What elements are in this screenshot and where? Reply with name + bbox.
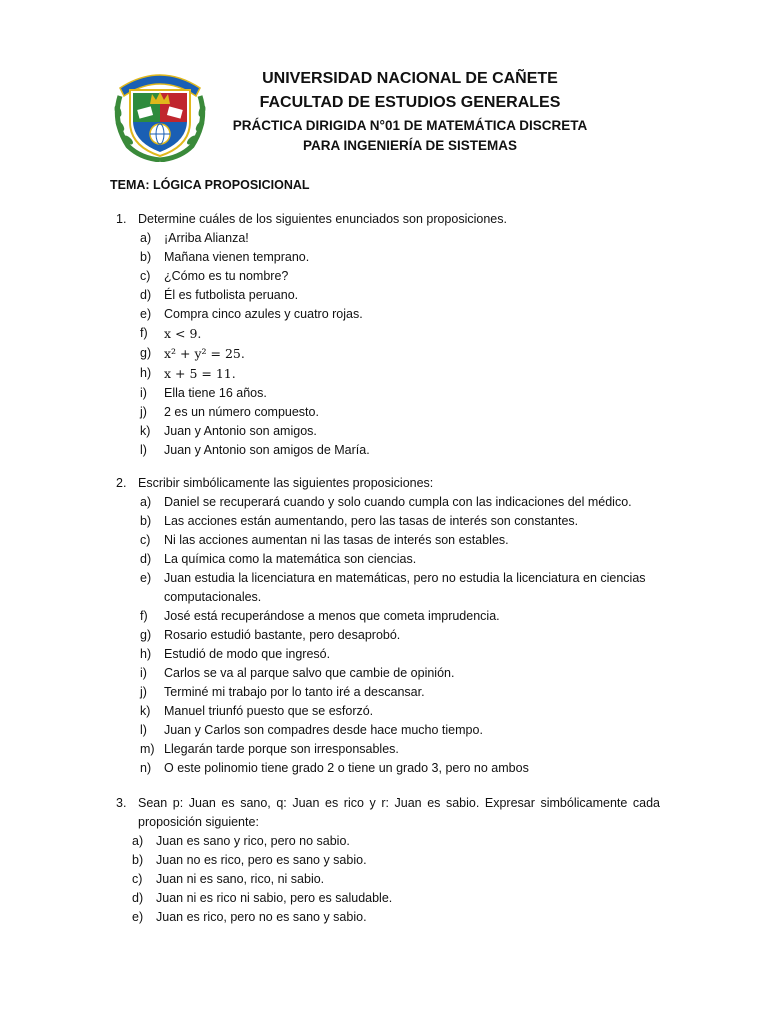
list-item [110, 286, 660, 305]
item-math-text: x² + y² = 25. [164, 346, 245, 361]
list-item [110, 422, 660, 441]
list-item [110, 512, 660, 531]
item-text: ¡Arriba Alianza! [164, 231, 249, 245]
item-label: m) [140, 742, 155, 756]
item-label: c) [132, 872, 143, 886]
item-text: Juan y Antonio son amigos de María. [164, 443, 370, 457]
list-item [110, 569, 660, 607]
list-item [110, 870, 660, 889]
list-item [110, 683, 660, 702]
program-title: PARA INGENIERÍA DE SISTEMAS [302, 138, 518, 153]
item-text: Ella tiene 16 años. [164, 386, 267, 400]
list-item [110, 229, 660, 248]
list-item [110, 740, 660, 759]
item-text: Juan no es rico, pero es sano y sabio. [156, 853, 367, 867]
item-label: h) [140, 647, 152, 661]
item-text: Las acciones están aumentando, pero las tasas de interés son constantes. [164, 514, 579, 528]
item-text: Juan es rico, pero no es sano y sabio. [156, 910, 367, 924]
item-text: O este polinomio tiene grado 2 o tiene un grado 3, pero no ambos [164, 761, 529, 775]
item-text: Juan es sano y rico, pero no sabio. [156, 834, 350, 848]
faculty-name: FACULTAD DE ESTUDIOS GENERALES [259, 94, 561, 111]
item-text: Carlos se va al parque salvo que cambie de opinión. [164, 666, 455, 680]
item-label: a) [132, 834, 144, 848]
list-item [110, 403, 660, 422]
item-label: a) [140, 231, 152, 245]
item-label: e) [140, 307, 152, 321]
item-text: Rosario estudió bastante, pero desaprobó. [164, 628, 401, 642]
item-text: Estudió de modo que ingresó. [164, 647, 331, 661]
list-item [110, 531, 660, 550]
question-text: Escribir simbólicamente las siguientes proposiciones: [138, 476, 434, 490]
item-label: c) [140, 269, 151, 283]
list-item [110, 441, 660, 460]
list-item [110, 759, 660, 778]
list-item [110, 305, 660, 324]
list-item [110, 607, 660, 626]
item-label: k) [140, 424, 151, 438]
list-item [110, 721, 660, 740]
item-label: f) [140, 326, 148, 340]
item-label: i) [140, 666, 147, 680]
item-label: e) [140, 571, 152, 585]
item-text: Manuel triunfó puesto que se esforzó. [164, 704, 374, 718]
item-label: i) [140, 386, 147, 400]
item-label: n) [140, 761, 152, 775]
item-label: l) [140, 443, 147, 457]
item-text: Mañana vienen temprano. [164, 250, 310, 264]
item-label: b) [132, 853, 144, 867]
item-text: Ni las acciones aumentan ni las tasas de interés son estables. [164, 533, 509, 547]
university-name: UNIVERSIDAD NACIONAL DE CAÑETE [262, 70, 558, 87]
item-text: Terminé mi trabajo por lo tanto iré a descansar. [164, 685, 425, 699]
item-math-text: x + 5 = 11. [164, 366, 236, 381]
item-label: a) [140, 495, 152, 509]
item-text: Juan ni es sano, rico, ni sabio. [156, 872, 325, 886]
item-label: f) [140, 609, 148, 623]
item-label: h) [140, 366, 152, 380]
question-number: 2. [116, 476, 127, 490]
question-text: Sean p: Juan es sano, q: Juan es rico y r: Juan es sabio. Expresar simbólicamente cada proposición siguiente: [138, 796, 660, 829]
item-text: ¿Cómo es tu nombre? [164, 269, 289, 283]
item-text: Juan y Carlos son compadres desde hace mucho tiempo. [164, 723, 483, 737]
item-label: c) [140, 533, 151, 547]
list-item [110, 324, 660, 344]
question-number: 1. [116, 212, 127, 226]
item-label: b) [140, 250, 152, 264]
item-text: Juan estudia la licenciatura en matemáticas, pero no estudia la licenciatura en ciencias computacionales. [164, 571, 646, 604]
list-item [110, 664, 660, 683]
topic-heading: TEMA: LÓGICA PROPOSICIONAL [110, 178, 310, 192]
question-3 [110, 794, 660, 927]
item-text: Compra cinco azules y cuatro rojas. [164, 307, 363, 321]
list-item [110, 344, 660, 364]
item-text: La química como la matemática son ciencias. [164, 552, 417, 566]
question-1 [110, 210, 660, 460]
list-item [110, 550, 660, 569]
item-text: Juan y Antonio son amigos. [164, 424, 317, 438]
question-number: 3. [116, 796, 127, 810]
item-label: j) [140, 405, 147, 419]
item-text: Llegarán tarde porque son irresponsables. [164, 742, 399, 756]
list-item [110, 645, 660, 664]
item-label: g) [140, 346, 152, 360]
question-text: Determine cuáles de los siguientes enunciados son proposiciones. [138, 212, 507, 226]
item-label: e) [132, 910, 144, 924]
item-text: José está recuperándose a menos que cometa imprudencia. [164, 609, 500, 623]
item-text: Él es futbolista peruano. [164, 288, 299, 302]
list-item [110, 384, 660, 403]
list-item [110, 889, 660, 908]
item-label: d) [140, 552, 152, 566]
item-label: j) [140, 685, 147, 699]
item-text: Juan ni es rico ni sabio, pero es saludable. [156, 891, 393, 905]
practice-title: PRÁCTICA DIRIGIDA N°01 DE MATEMÁTICA DISCRETA [232, 118, 588, 133]
university-crest-logo [106, 66, 214, 162]
item-label: k) [140, 704, 151, 718]
list-item [110, 832, 660, 851]
list-item [110, 267, 660, 286]
list-item [110, 248, 660, 267]
list-item [110, 626, 660, 645]
list-item [110, 702, 660, 721]
item-text: Daniel se recuperará cuando y solo cuando cumpla con las indicaciones del médico. [164, 495, 632, 509]
list-item [110, 493, 660, 512]
item-label: d) [132, 891, 144, 905]
list-item [110, 908, 660, 927]
list-item [110, 851, 660, 870]
item-label: l) [140, 723, 147, 737]
item-math-text: x < 9. [164, 326, 202, 341]
list-item [110, 364, 660, 384]
item-label: d) [140, 288, 152, 302]
item-label: g) [140, 628, 152, 642]
item-label: b) [140, 514, 152, 528]
question-2 [110, 474, 660, 778]
item-text: 2 es un número compuesto. [164, 405, 319, 419]
